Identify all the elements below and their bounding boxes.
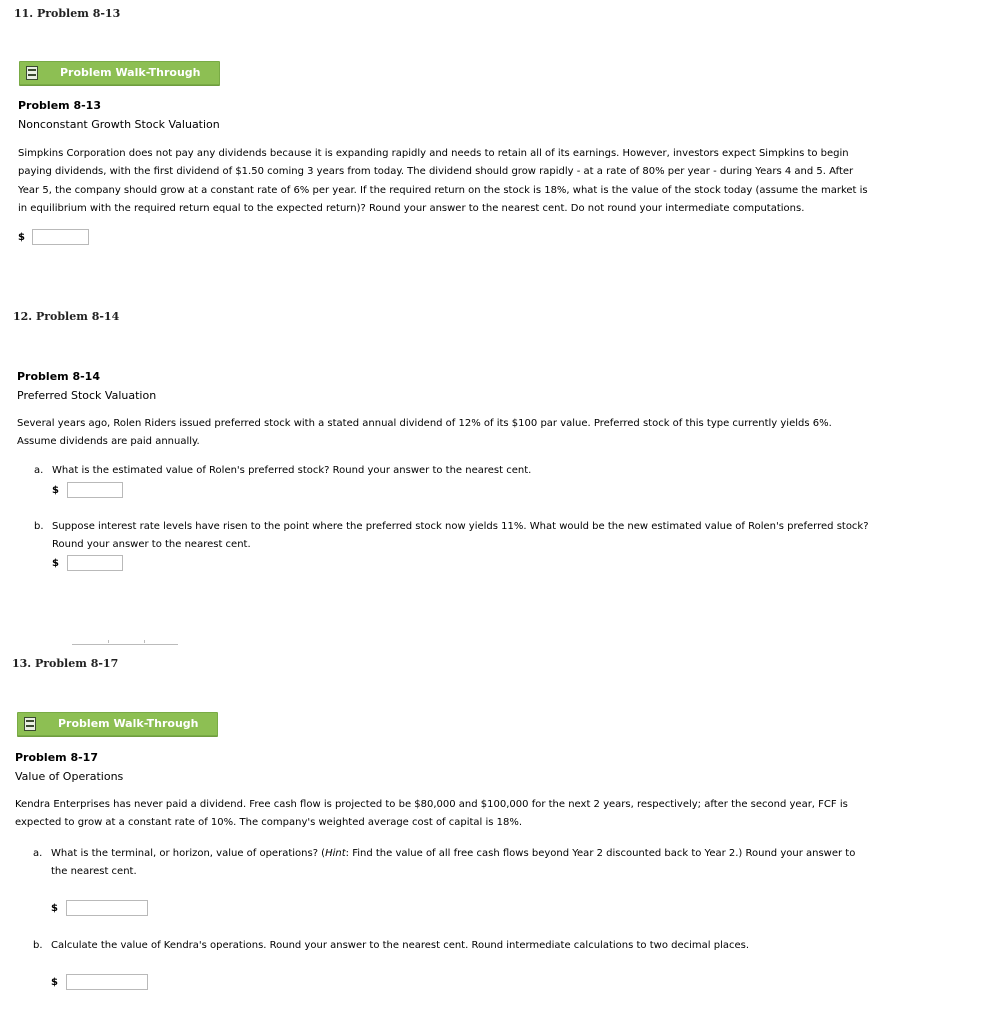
problem-text-line: Several years ago, Rolen Riders issued preferred stock with a stated annual dividend of 12% of its $100 par value. Preferred stock of this type currently yields 6%. xyxy=(17,418,832,429)
part-a-line: the nearest cent. xyxy=(51,866,137,878)
part-b-text: Calculate the value of Kendra's operations. Round your answer to the nearest cent. Round intermediate calculations to two decimal places. xyxy=(51,940,750,951)
problem-text-line: Assume dividends are paid annually. xyxy=(17,436,200,448)
film-icon xyxy=(26,66,38,80)
answer-input-8-14a[interactable] xyxy=(67,482,123,498)
decorative-divider xyxy=(72,642,178,645)
problem-subtitle: Value of Operations xyxy=(15,770,124,783)
question-11-header: 11. Problem 8-13 xyxy=(14,7,121,20)
question-12-header: 12. Problem 8-14 xyxy=(13,310,120,323)
problem-text xyxy=(18,145,988,219)
currency-symbol: $ xyxy=(52,558,59,569)
problem-text xyxy=(17,415,987,452)
problem-text-line: paying dividends, with the first dividend of $1.50 coming 3 years from today. The dividend should grow rapidly - at a rate of 80% per year - during Years 4 and 5. After xyxy=(18,166,854,178)
answer-input-8-14b[interactable] xyxy=(67,555,123,571)
part-b-text xyxy=(52,518,982,555)
problem-subtitle: Preferred Stock Valuation xyxy=(17,389,157,402)
film-icon xyxy=(24,717,36,731)
problem-text-line: Kendra Enterprises has never paid a dividend. Free cash flow is projected to be $80,000 and $100,000 for the next 2 years, respectively; after the second year, FCF is xyxy=(15,799,848,810)
part-a-text xyxy=(51,845,981,882)
problem-text-line: Simpkins Corporation does not pay any dividends because it is expanding rapidly and needs to retain all of its earnings. However, investors expect Simpkins to begin xyxy=(18,148,849,159)
currency-symbol: $ xyxy=(51,903,58,914)
part-b-marker: b. xyxy=(34,521,44,532)
part-a-text-post: : Find the value of all free cash flows beyond Year 2 discounted back to Year 2.) Round your answer to xyxy=(345,848,856,859)
part-b-line: Round your answer to the nearest cent. xyxy=(52,539,251,551)
problem-text-line: expected to grow at a constant rate of 10%. The company's weighted average cost of capital is 18%. xyxy=(15,817,523,829)
problem-text-line: in equilibrium with the required return equal to the expected return)? Round your answer to the nearest cent. Do not round your intermediate computations. xyxy=(18,203,805,215)
walk-through-label: Problem Walk-Through xyxy=(60,66,201,79)
question-13-header: 13. Problem 8-17 xyxy=(12,657,119,670)
currency-symbol: $ xyxy=(52,485,59,496)
hint-label: Hint xyxy=(325,848,346,859)
problem-subtitle: Nonconstant Growth Stock Valuation xyxy=(18,118,220,131)
currency-symbol: $ xyxy=(51,977,58,988)
part-a-text: What is the estimated value of Rolen's preferred stock? Round your answer to the nearest cent. xyxy=(52,465,532,476)
answer-input-8-17a[interactable] xyxy=(66,900,148,916)
answer-input-8-17b[interactable] xyxy=(66,974,148,990)
problem-text xyxy=(15,796,985,833)
part-a-line xyxy=(51,845,981,863)
part-a-marker: a. xyxy=(33,848,43,859)
part-a-text-pre: What is the terminal, or horizon, value of operations? ( xyxy=(51,848,326,859)
currency-symbol: $ xyxy=(18,232,25,243)
problem-text-line: Year 5, the company should grow at a constant rate of 6% per year. If the required return on the stock is 18%, what is the value of the stock today (assume the market is xyxy=(18,184,868,196)
problem-title: Problem 8-17 xyxy=(15,751,98,764)
answer-input-8-13[interactable] xyxy=(32,229,89,245)
part-a-marker: a. xyxy=(34,465,44,476)
part-b-marker: b. xyxy=(33,940,43,951)
part-b-line: Suppose interest rate levels have risen to the point where the preferred stock now yields 11%. What would be the new estimated value of Rolen's preferred stock? xyxy=(52,521,869,532)
problem-title: Problem 8-14 xyxy=(17,370,100,383)
problem-walk-through-button-13[interactable] xyxy=(17,712,218,736)
problem-title: Problem 8-13 xyxy=(18,99,101,112)
walk-through-label: Problem Walk-Through xyxy=(58,717,199,730)
problem-walk-through-button-11[interactable] xyxy=(19,61,220,85)
